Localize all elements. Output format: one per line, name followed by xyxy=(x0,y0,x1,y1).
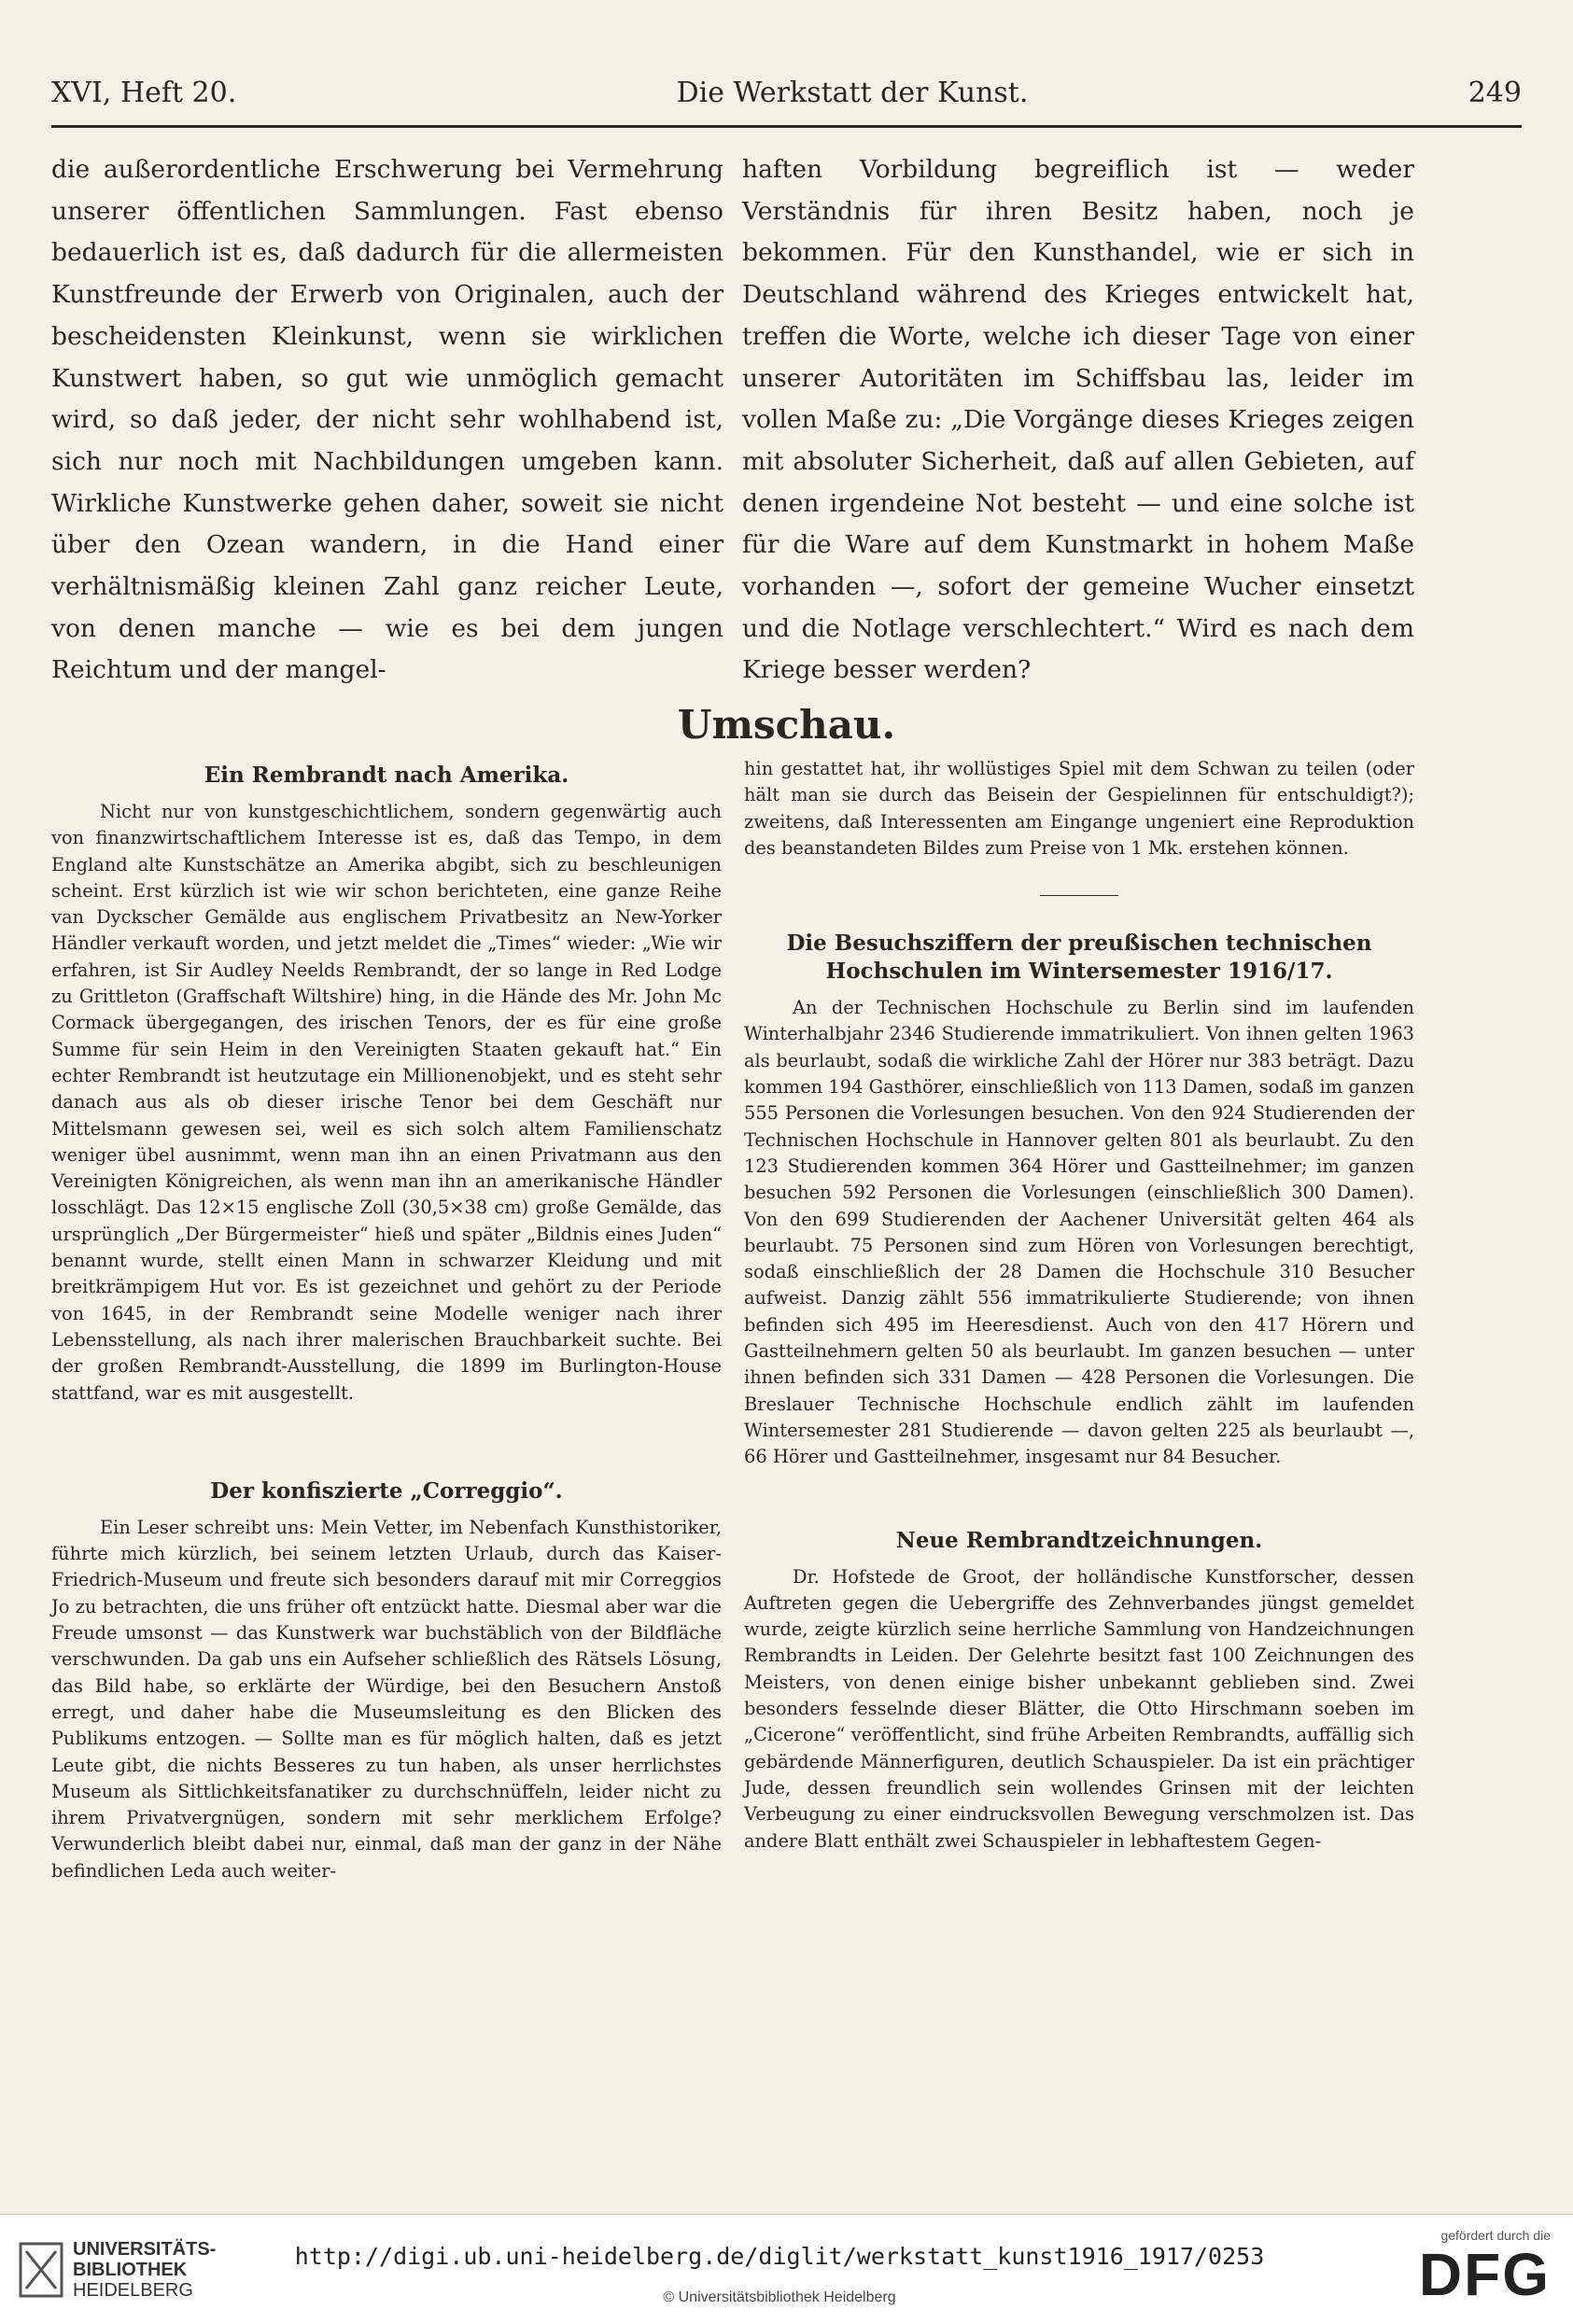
intro-right-column xyxy=(742,149,1414,685)
umschau-columns xyxy=(51,756,1414,2081)
article-text-rembrandtzeichnungen: Dr. Hofstede de Groot, der holländische Kunstforscher, dessen Auftreten gegen die Uebergriffe des Zehnverbandes jüngst gemeldet wurde, zeigte kürzlich seine herrliche Sammlung von Handzeichnungen Rembrandts in Leiden. Der Gelehrte besitzt fast 100 Zeichnungen des Meisters, von denen einige bisher unbekannt geblieben sind. Zwei besonders fesselnde dieser Blätter, die Otto Hirschmann soeben im „Cicerone“ veröffentlicht, sind frühe Arbeiten Rembrandts, auffällig sich gebärdende Männerfiguren, deutlich Schauspieler. Da ist ein prächtiger Jude, dessen freundlich sein wollendes Grinsen mit der leichten Verbeugung zu einer eindrucksvollen Bewegung verschmolzen ist. Das andere Blatt enthält zwei Schauspieler in lebhaftestem Gegen- xyxy=(744,1565,1414,1852)
umschau-left-column xyxy=(51,756,722,2081)
separator-rule xyxy=(1040,895,1118,896)
article-text-correggio: Ein Leser schreibt uns: Mein Vetter, im Nebenfach Kunsthistoriker, führte mich kürzlich, bei seinem letzten Urlaub, durch das Kaiser-Friedrich-Museum und freute sich besonders darauf mit mir Correggios Jo zu betrachten, die uns früher oft entzückt hatte. Diesmal aber war die Freude umsonst — das Kunstwerk war buchstäblich von der Bildfläche verschwunden. Da gab uns ein Aufseher schließlich des Rätsels Lösung, das Bild habe, so erklärte der Würdige, bei den Besuchern Anstoß erregt, und daher habe die Museumsleitung es den Blicken des Publikums entzogen. — Sollte man es für möglich halten, daß es jetzt Leute gibt, die nichts Besseres zu tun haben, als unser herrlichstes Museum als Sittlichkeitsfanatiker zu durchschnüffeln, leider nicht zu ihrem Privatvergnügen, sondern mit sehr merklichem Erfolge? Verwunderlich bleibt dabei nur, einmal, daß man der ganz in der Nähe befindlichen Leda auch weiter- xyxy=(51,1516,722,1882)
intro-left-text: die außerordentliche Erschwerung bei Vermehrung unserer öffentlichen Sammlungen. Fast ebenso bedauerlich ist es, daß dadurch für die allermeisten Kunstfreunde der Erwerb von Originalen, auch der bescheidensten Kleinkunst, wenn sie wirklichen Kunstwert haben, so gut wie unmöglich gemacht wird, so daß jeder, der nicht sehr wohlhabend ist, sich nur noch mit Nachbildungen umgeben kann. Wirkliche Kunstwerke gehen daher, soweit sie nicht über den Ozean wandern, in die Hand einer verhältnismäßig kleinen Zahl ganz reicher Leute, von denen manche — wie es bei dem jungen Reichtum und der mangel- xyxy=(51,155,723,685)
logo-line-2: BIBLIOTHEK xyxy=(73,2260,188,2280)
logo-line-1: UNIVERSITÄTS- xyxy=(73,2239,217,2260)
digitization-footer xyxy=(0,2214,1573,2324)
article-title-rembrandtzeichnungen: Neue Rembrandtzeichnungen. xyxy=(895,1527,1263,1553)
article-text-rembrandt-amerika: Nicht nur von kunstgeschichtlichem, sondern gegenwärtig auch von finanzwirtschaftlichem Interesse ist es, daß das Tempo, in dem England alte Kunstschätze an Amerika abgibt, sich zu beschleunigen scheint. Erst kürzlich ist wie wir schon berichteten, eine ganze Reihe van Dyckscher Gemälde aus englischem Privatbesitz an New-Yorker Händler verkauft worden, und jetzt meldet die „Times“ wieder: „Wie wir erfahren, ist Sir Audley Neelds Rembrandt, der so lange in Red Lodge zu Grittleton (Graffschaft Wiltshire) hing, in die Hände des Mr. John Mc Cormack übergegangen, des irischen Tenors, der es für eine große Summe für sein Heim in den Vereinigten Staaten gekauft hat.“ Ein echter Rembrandt ist heutzutage ein Millionenobjekt, und es steht sehr danach aus als ob dieser irische Tenor bei dem Geschäft nur Mittelsmann gewesen sei, weil es sich solch altem Familienschatz weniger übel ausnimmt, wenn man ihn an einen Privatmann aus den Vereinigten Königreichen, als wenn man ihn an amerikanische Händler losschlägt. Das 12×15 englische Zoll (30,5×38 cm) große Gemälde, das ursprünglich „Der Bürgermeister“ hieß und später „Bildnis eines Juden“ benannt wurde, stellt einen Mann in schwarzer Kleidung und mit breitkrämpigem Hut vor. Es ist gezeichnet und gehört zu der Periode von 1645, in der Rembrandt seine Modelle weniger nach ihrer Lebensstellung, als nach ihrer malerischen Brauchbarkeit suchte. Bei der großen Rembrandt-Ausstellung, die 1899 im Burlington-House stattfand, war es mit ausgestellt. xyxy=(51,801,722,1404)
article-title-correggio: Der konfiszierte „Correggio“. xyxy=(210,1477,563,1504)
source-url-link[interactable]: http://digi.ub.uni-heidelberg.de/diglit/werkstatt_kunst1916_1917/0253 xyxy=(294,2243,1265,2270)
dfg-note: gefördert durch die xyxy=(1440,2228,1551,2243)
library-crest-icon xyxy=(19,2242,63,2298)
page-number: 249 xyxy=(1468,77,1522,109)
intro-right-text: haften Vorbildung begreiflich ist — weder Verständnis für ihren Besitz haben, noch je bekommen. Für den Kunsthandel, wie er sich in Deutschland während des Krieges entwickelt hat, treffen die Worte, welche ich dieser Tage von einer unserer Autoritäten im Schiffsbau las, leider im vollen Maße zu: „Die Vorgänge dieses Krieges zeigen mit absoluter Sicherheit, daß auf allen Gebieten, auf denen irgendeine Not besteht — und eine solche ist für die Ware auf dem Kunstmarkt in hohem Maße vorhanden —, sofort der gemeine Wucher einsetzt und die Notlage verschlechtert.“ Wird es nach dem Kriege besser werden? xyxy=(742,155,1414,685)
journal-title: Die Werkstatt der Kunst. xyxy=(676,77,1029,109)
copyright-notice: © Universitätsbibliothek Heidelberg xyxy=(663,2289,896,2305)
article-title-besuchsziffern: Die Besuchsziffern der preußischen technischen Hochschulen im Wintersemester 1916/17. xyxy=(786,931,1372,985)
article-title-rembrandt-amerika: Ein Rembrandt nach Amerika. xyxy=(204,763,569,788)
running-head xyxy=(51,77,1522,128)
umschau-right-column xyxy=(744,756,1414,2081)
logo-line-3: HEIDELBERG xyxy=(73,2280,193,2301)
article-text-correggio-continuation: hin gestattet hat, ihr wollüstiges Spiel mit dem Schwan zu teilen (oder hält man sie durch das Beisein der Gespielinnen für entschuldigt?); zweitens, daß Interessenten am Eingange ungeniert eine Reproduktion des beanstandeten Bildes zum Preise von 1 Mk. erstehen können. xyxy=(744,758,1414,859)
dfg-logo xyxy=(1364,2228,1551,2306)
issue-label: XVI, Heft 20. xyxy=(51,77,237,109)
intro-left-column xyxy=(51,149,723,685)
library-logo xyxy=(19,2228,317,2312)
article-text-besuchsziffern: An der Technischen Hochschule zu Berlin sind im laufenden Winterhalbjahr 2346 Studierende immatrikuliert. Von ihnen gelten 1963 als beurlaubt, sodaß die wirkliche Zahl der Hörer nur 383 beträgt. Dazu kommen 194 Gasthörer, einschließlich von 113 Damen, sodaß im ganzen 555 Personen die Vorlesungen besuchen. Von den 924 Studierenden der Technischen Hochschule in Hannover gelten 801 als beurlaubt. Zu den 123 Studierenden kommen 364 Hörer und Gastteilnehmer; im ganzen besuchen 592 Personen die Vorlesungen (einschließlich 300 Damen). Von den 699 Studierenden der Aachener Universität gelten 464 als beurlaubt. 75 Personen sind zum Hören von Vorlesungen berechtigt, sodaß einschließlich der 28 Damen die Hochschule 310 Besucher aufweist. Danzig zählt 556 immatrikulierte Studierende; von ihnen befinden sich 495 im Heeresdienst. Auch von den 417 Hörern und Gastteilnehmern gelten 50 als beurlaubt. Im ganzen besuchen — unter ihnen befinden sich 331 Damen — 428 Personen die Vorlesungen. Die Breslauer Technische Hochschule endlich zählt im laufenden Wintersemester 281 Studierende — davon gelten 225 als beurlaubt —, 66 Hörer und Gastteilnehmer, insgesamt nur 84 Besucher. xyxy=(744,997,1414,1468)
intro-columns xyxy=(51,149,1414,685)
section-title: Umschau. xyxy=(677,702,896,748)
dfg-mark: DFG xyxy=(1418,2241,1551,2308)
